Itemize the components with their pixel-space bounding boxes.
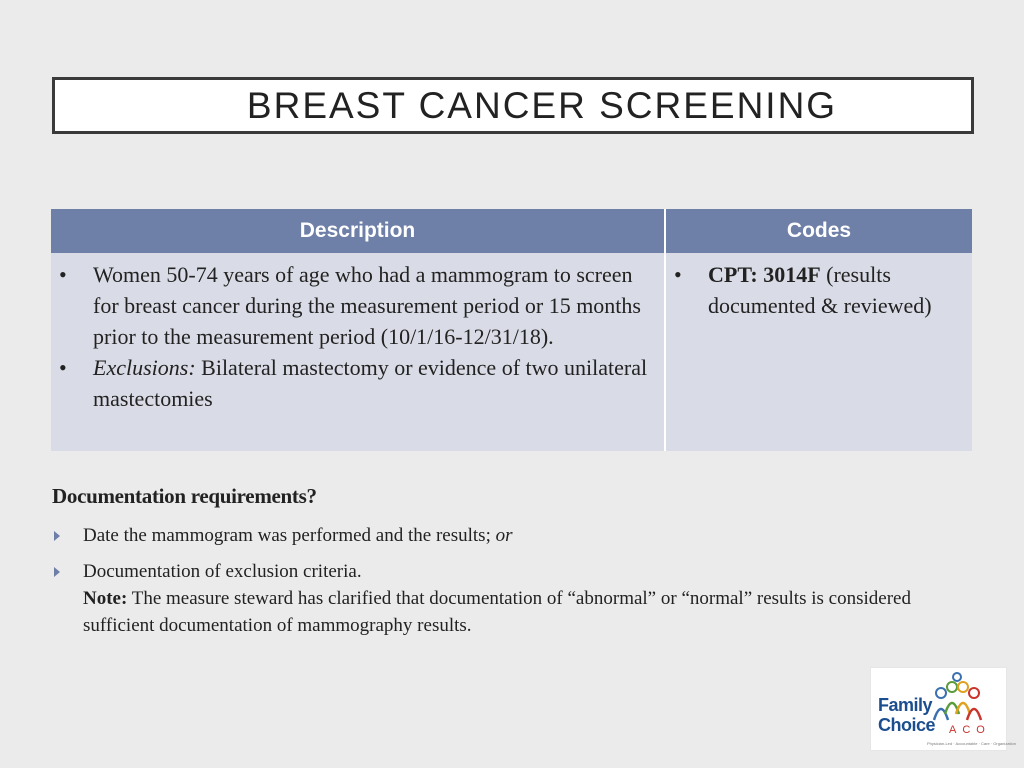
description-text: Women 50-74 years of age who had a mammogram to screen for breast cancer during the measurement period or 15 months prior to the measurement period (10/1/16-12/31/18). [93,262,641,349]
logo-choice: Choice [878,715,936,735]
description-list [59,259,656,414]
list-item [59,352,656,414]
description-cell [51,253,665,451]
documentation-heading: Documentation requirements? [52,484,317,508]
list-item [52,558,982,639]
cpt-description: (results documented & reviewed) [708,262,932,318]
bullet: • [59,262,67,287]
table-row [51,253,972,451]
documentation-list [52,522,982,639]
family-choice-aco-logo [870,667,1016,751]
measure-table [51,209,972,451]
cpt-code: CPT: 3014F [708,262,821,287]
list-item [59,259,656,352]
table-header-codes: Codes [665,209,972,253]
triangle-right-icon [54,531,60,541]
title-box [52,77,974,134]
note-text: The measure steward has clarified that documentation of “abnormal” or “normal” results is considered sufficient documentation of mammography results. [83,588,911,636]
page-title: BREAST CANCER SCREENING [246,84,838,126]
doc-item-text: Documentation of exclusion criteria. [83,561,362,582]
exclusions-label: Exclusions: [93,355,196,380]
exclusions-text: Bilateral mastectomy or evidence of two unilateral mastectomies [93,355,648,411]
logo-tagline: Physician-Led · Accountable · Care · Organization [927,741,1016,746]
list-item [52,522,982,549]
table-header-row [51,209,972,253]
bullet: • [674,262,682,287]
logo-family: Family [878,695,933,715]
note-label: Note: [83,588,128,609]
list-item [674,259,964,321]
doc-item-text: Date the mammogram was performed and the results; [83,525,496,546]
triangle-right-icon [54,567,60,577]
codes-list [674,259,964,321]
bullet: • [59,355,67,380]
doc-item-or: or [495,525,513,546]
note-paragraph [83,585,982,639]
logo-aco: ACO [949,724,991,736]
codes-cell [665,253,972,451]
table-header-description: Description [51,209,665,253]
